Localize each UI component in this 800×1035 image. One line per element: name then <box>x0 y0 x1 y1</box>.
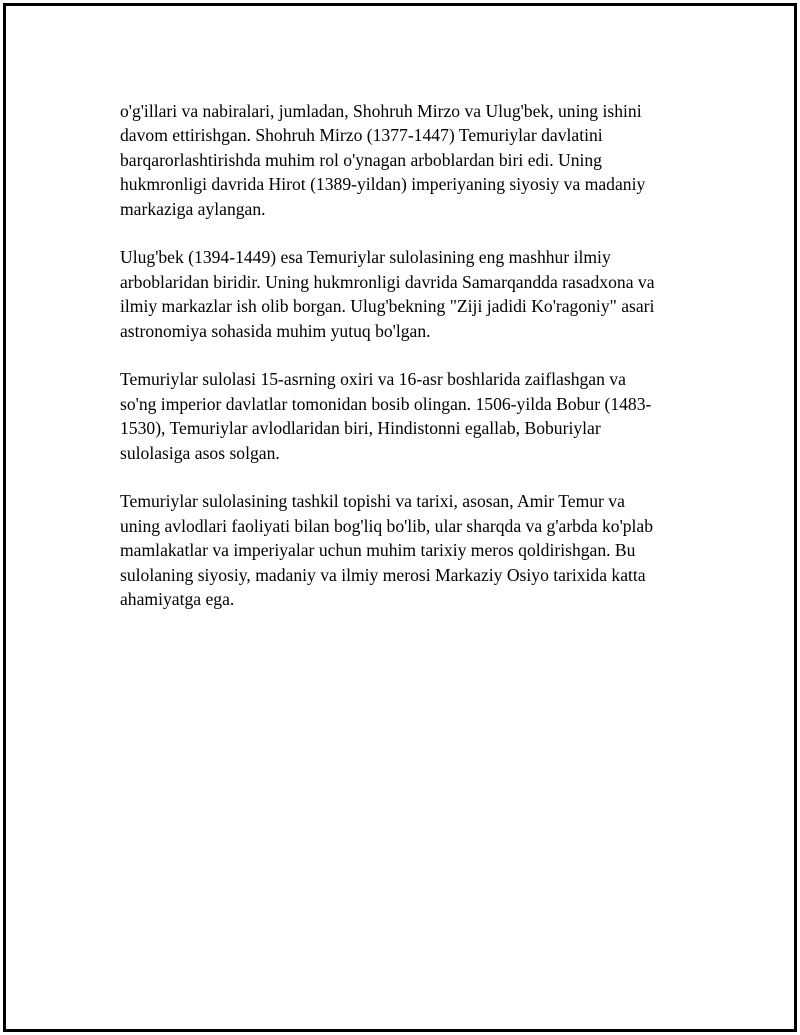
paragraph: Temuriylar sulolasining tashkil topishi va tarixi, asosan, Amir Temur va uning avlodlari faoliyati bilan bog'liq bo'lib, ular sharqda va g'arbda ko'plab mamlakatlar va imperiyalar uchun muhim tarixiy meros qoldirishgan. Bu sulolaning siyosiy, madaniy va ilmiy merosi Markaziy Osiyo tarixida katta ahamiyatga ega. <box>120 491 654 610</box>
page-frame <box>3 3 797 1032</box>
paragraph: Ulug'bek (1394-1449) esa Temuriylar sulolasining eng mashhur ilmiy arboblaridan biridir. Uning hukmronligi davrida Samarqandda rasadxona va ilmiy markazlar ish olib borgan. Ulug'bekning "Ziji jadidi Ko'ragoniy" asari astronomiya sohasida muhim yutuq bo'lgan. <box>120 247 655 341</box>
document-body <box>120 99 686 636</box>
paragraph: Temuriylar sulolasi 15-asrning oxiri va 16-asr boshlarida zaiflashgan va so'ng imperior davlatlar tomonidan bosib olingan. 1506-yilda Bobur (1483- 1530), Temuriylar avlodlaridan biri, Hindistonni egallab, Boburiylar sulolasiga asos solgan. <box>120 369 652 463</box>
paragraph: o'g'illari va nabiralari, jumladan, Shohruh Mirzo va Ulug'bek, uning ishini davom ettirishgan. Shohruh Mirzo (1377-1447) Temuriylar davlatini barqarorlashtirishda muhim rol o'ynagan arboblardan biri edi. Uning hukmronligi davrida Hirot (1389-yildan) imperiyaning siyosiy va madaniy markaziga aylangan. <box>120 101 646 219</box>
